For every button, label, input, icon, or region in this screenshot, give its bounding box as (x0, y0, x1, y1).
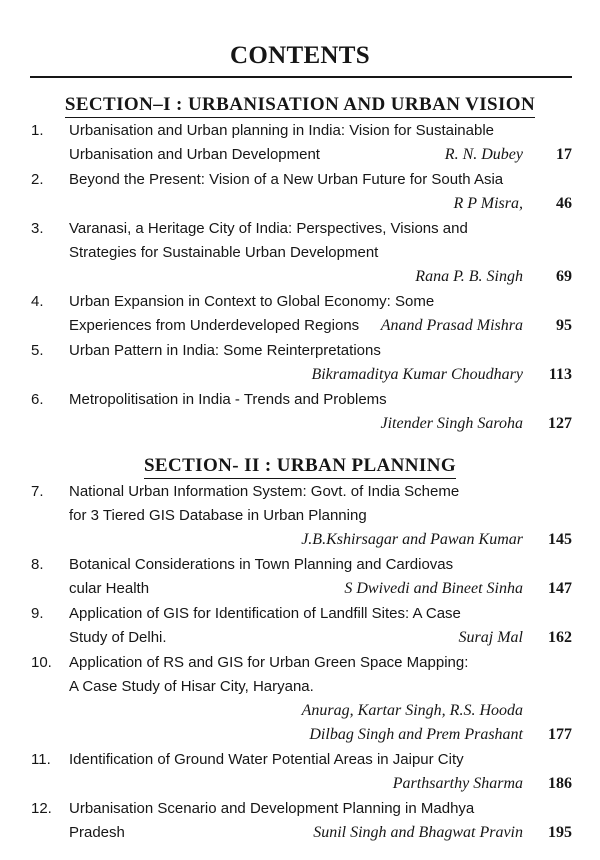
entry-title-line: A Case Study of Hisar City, Haryana. (69, 678, 314, 695)
entry-number: 10. (31, 654, 52, 671)
entry-title-line: Beyond the Present: Vision of a New Urban Future for South Asia (69, 171, 504, 188)
entry-number: 1. (31, 122, 44, 139)
entry-number: 4. (31, 293, 44, 310)
entry-page-number: 147 (548, 580, 572, 597)
section-heading-text: SECTION–I : URBANISATION AND URBAN VISION (65, 94, 535, 118)
entry-title-line: Identification of Ground Water Potential Areas in Jaipur City (69, 751, 464, 768)
title-rule (30, 76, 572, 78)
entry-author: Anand Prasad Mishra (380, 317, 523, 334)
entry-title-line: Varanasi, a Heritage City of India: Perspectives, Visions and (69, 220, 468, 237)
entry-number: 3. (31, 220, 44, 237)
entry-title-line: Application of RS and GIS for Urban Green Space Mapping: (69, 654, 469, 671)
entry-title-line: Strategies for Sustainable Urban Development (69, 244, 379, 261)
entry-number: 2. (31, 171, 44, 188)
entry-number: 12. (31, 800, 52, 817)
entry-author: Suraj Mal (458, 629, 523, 646)
entry-author: R. N. Dubey (444, 146, 523, 163)
entry-title-line: Botanical Considerations in Town Planning and Cardiovas (69, 556, 454, 573)
entry-number: 11. (31, 751, 51, 768)
entry-author: Sunil Singh and Bhagwat Pravin (313, 824, 523, 841)
entry-author: Rana P. B. Singh (415, 268, 523, 285)
entry-title-line: National Urban Information System: Govt. of India Scheme (69, 483, 460, 500)
entry-title-line: Urban Pattern in India: Some Reinterpretations (69, 342, 381, 359)
section-heading (0, 94, 600, 118)
entry-number: 5. (31, 342, 44, 359)
entry-author: S Dwivedi and Bineet Sinha (344, 580, 523, 597)
entry-title-line: Metropolitisation in India - Trends and Problems (69, 391, 387, 408)
entry-page-number: 95 (556, 317, 572, 334)
entry-title-line: cular Health (69, 580, 150, 597)
entry-author: J.B.Kshirsagar and Pawan Kumar (301, 531, 523, 548)
section-heading (0, 455, 600, 479)
entry-title-line: Urban Expansion in Context to Global Economy: Some (69, 293, 435, 310)
entry-number: 7. (31, 483, 44, 500)
entry-page-number: 46 (556, 195, 572, 212)
entry-title-line: Pradesh (69, 824, 125, 841)
entry-author: Jitender Singh Saroha (380, 415, 523, 432)
entry-page-number: 127 (548, 415, 572, 432)
section-heading-text: SECTION- II : URBAN PLANNING (144, 455, 456, 479)
entry-page-number: 145 (548, 531, 572, 548)
entry-title-line: for 3 Tiered GIS Database in Urban Planning (69, 507, 367, 524)
entry-page-number: 113 (548, 366, 572, 383)
page-title: CONTENTS (230, 42, 370, 69)
entry-title-line: Urbanisation and Urban planning in India: Vision for Sustainable (69, 122, 495, 139)
entry-author: Bikramaditya Kumar Choudhary (311, 366, 523, 383)
entry-page-number: 69 (556, 268, 572, 285)
entry-page-number: 177 (548, 726, 572, 743)
entry-title-line: Urbanisation and Urban Development (69, 146, 320, 163)
entry-title-line: Experiences from Underdeveloped Regions (69, 317, 360, 334)
entry-number: 8. (31, 556, 44, 573)
entry-author: Dilbag Singh and Prem Prashant (309, 726, 523, 743)
entry-number: 9. (31, 605, 44, 622)
entry-number: 6. (31, 391, 44, 408)
entry-page-number: 17 (556, 146, 572, 163)
entry-page-number: 162 (548, 629, 572, 646)
entry-author: Parthsarthy Sharma (392, 775, 523, 792)
entry-title-line: Study of Delhi. (69, 629, 167, 646)
entry-page-number: 195 (548, 824, 572, 841)
entry-title-line: Urbanisation Scenario and Development Planning in Madhya (69, 800, 475, 817)
entry-page-number: 186 (548, 775, 572, 792)
entry-author: R P Misra, (453, 195, 523, 212)
entry-author-line: Anurag, Kartar Singh, R.S. Hooda (301, 702, 523, 719)
entry-title-line: Application of GIS for Identification of Landfill Sites: A Case (69, 605, 461, 622)
